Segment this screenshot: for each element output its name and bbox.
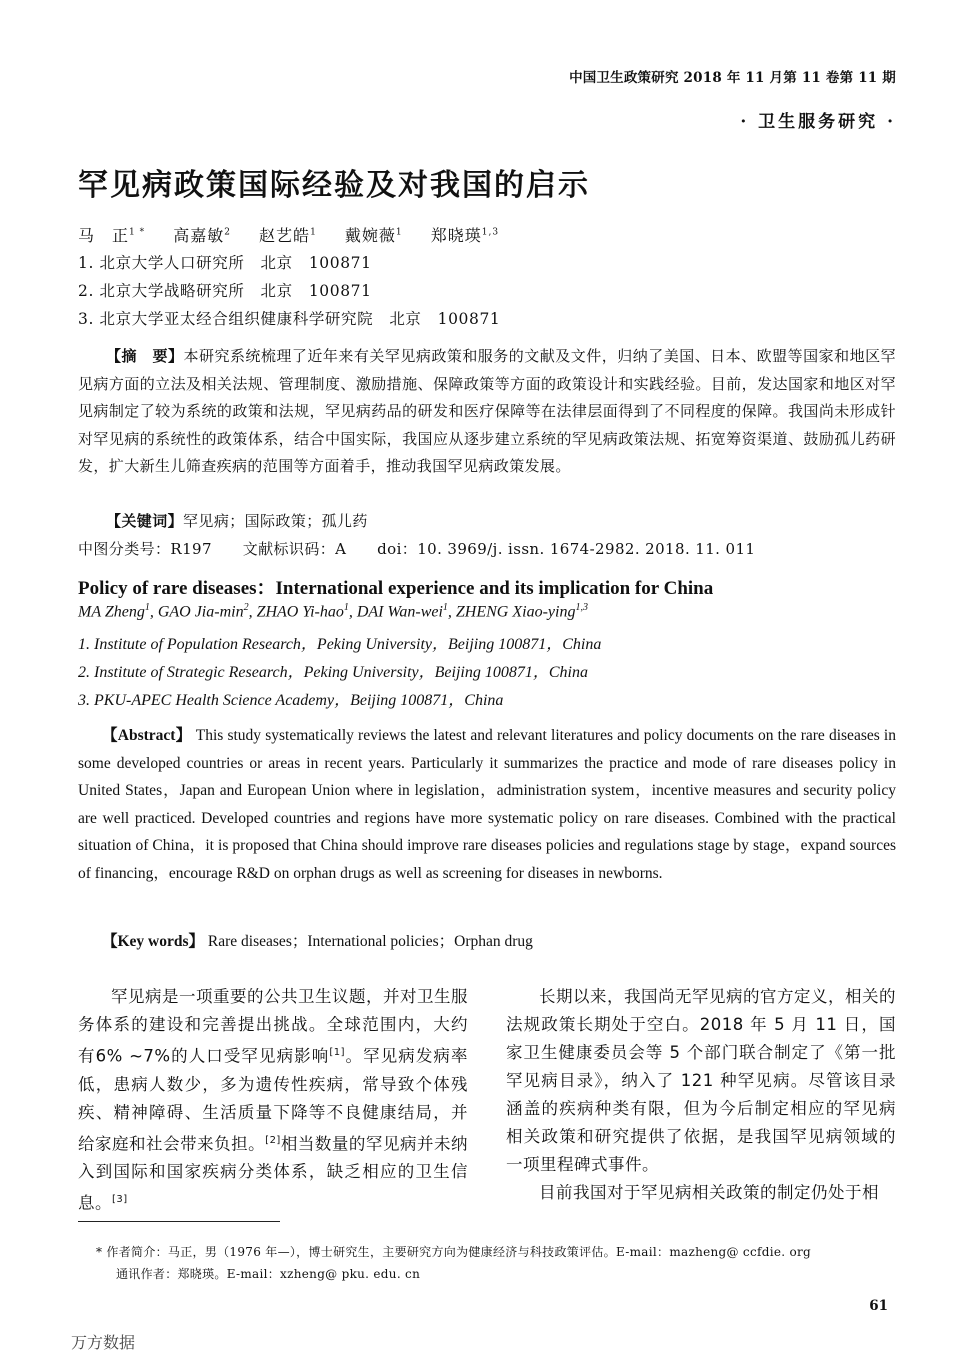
abstract-cn-text: 本研究系统梳理了近年来有关罕见病政策和服务的文献及文件，归纳了美国、日本、欧盟等国家和地区罕见病方面的立法及相关法规、管理制度、激励措施、保障政策等方面的政策设计和实践经验。目前，发达国家和地区对罕见病制定了较为系统的政策和法规，罕见病药品的研发和医疗保障等在法律层面得到了不同程度的保障。我国尚未形成针对罕见病的系统性的政策体系，结合中国实际，我国应从逐步建立系统的罕见病政策法规、拓宽筹资渠道、鼓励孤儿药研发，扩大新生儿筛查疾病的范围等方面着手，推动我国罕见病政策发展。 <box>78 347 896 475</box>
classification-line: 中图分类号：R197 文献标识码：A doi：10. 3969/j. issn. 1674-2982. 2018. 11. 011 <box>78 540 756 558</box>
footnote-author: * 作者简介：马正，男（1976 年—），博士研究生，主要研究方向为健康经济与科技政策评估。E-mail：mazheng@ ccfdie. org <box>96 1245 812 1259</box>
affiliation-en-1: 1. Institute of Population Research，Peking University，Beijing 100871，China <box>78 636 602 653</box>
journal-header: 中国卫生政策研究 2018 年 11 月第 11 卷第 11 期 <box>569 70 896 86</box>
keywords-en-text: Rare diseases；International policies；Orphan drug <box>204 933 533 950</box>
keywords-en <box>78 928 896 956</box>
keywords-en-label: 【Key words】 <box>102 933 205 950</box>
footnote-correspondence: 通讯作者：郑晓瑛。E-mail：xzheng@ pku. edu. cn <box>116 1267 421 1281</box>
keywords-cn <box>106 510 368 531</box>
affiliation-cn-1: 1. 北京大学人口研究所 北京 100871 <box>78 254 372 272</box>
author-cn: 高嘉敏$^2$ <box>173 226 231 245</box>
abstract-en <box>78 722 896 887</box>
abstract-cn-label: 【摘 要】 <box>106 347 184 365</box>
author-cn: 郑晓瑛$^{1,3}$ <box>430 226 500 245</box>
article-title-en: Policy of rare diseases：International experience and its implication for China <box>78 578 714 599</box>
citation-ref: [3] <box>112 1194 128 1205</box>
body-paragraph: 长期以来，我国尚无罕见病的官方定义，相关的法规政策长期处于空白。2018 年 5 月 11 日，国家卫生健康委员会等 5 个部门联合制定了《第一批罕见病目录》，纳入了 121 种罕见病。尽管该目录涵盖的疾病种类有限，但为今后制定相应的罕见病相关政策和研究提供了依据，是我国罕见病领域的一项里程碑式事件。 <box>506 987 896 1174</box>
keywords-cn-label: 【关键词】 <box>106 512 184 530</box>
keywords-cn-text: 罕见病；国际政策；孤儿药 <box>183 512 368 530</box>
body-right-column <box>506 983 896 1207</box>
body-paragraph: 目前我国对于罕见病相关政策的制定仍处于相 <box>539 1183 879 1202</box>
citation-ref: [1] <box>329 1047 345 1058</box>
author-cn: 马 正$^{1 *}$ <box>78 226 146 245</box>
affiliation-en-3: 3. PKU-APEC Health Science Academy，Beijing 100871，China <box>78 692 504 709</box>
abstract-cn <box>78 343 896 481</box>
affiliation-en-2: 2. Institute of Strategic Research，Peking University，Beijing 100871，China <box>78 664 588 681</box>
citation-ref: [2] <box>265 1134 281 1146</box>
authors-cn <box>78 223 521 246</box>
page-number: 61 <box>869 1298 888 1314</box>
body-left-column: 罕见病是一项重要的公共卫生议题，并对卫生服务体系的建设和完善提出挑战。全球范围内，大约有6% ~7%的人口受罕见病影响[1]。罕见病发病率低，患病人数少，多为遗传性疾病，常导致个体残疾、精神障碍、生活质量下降等不良健康结局，并给家庭和社会带来负担。[2]相当数量的罕见病并未纳入到国际和国家疾病分类体系，缺乏相应的卫生信息。[3] <box>78 987 469 1213</box>
watermark-text: 万方数据 <box>71 1333 136 1352</box>
footnote-divider <box>78 1221 280 1222</box>
abstract-en-text: This study systematically reviews the latest and relevant literatures and policy documents on the rare diseases in some developed countries or areas in recent years. Particularly it summarizes the practice and mode of rare diseases policy in United States，Japan and European Union where in legislation，administration system，incentive measures and security policy are well practiced. Developed countries and regions have more systematic policy on rare diseases. Combined with the practical situation of China，it is proposed that China should improve rare diseases policies and regulations stage by stage，expand sources of financing，encourage R&D on orphan drugs as well as screening for diseases in newborns. <box>78 727 896 882</box>
author-cn: 戴婉薇$^1$ <box>344 226 403 245</box>
affiliation-cn-3: 3. 北京大学亚太经合组织健康科学研究院 北京 100871 <box>78 310 501 328</box>
affiliation-cn-2: 2. 北京大学战略研究所 北京 100871 <box>78 282 372 300</box>
authors-en: MA Zheng$^1$, GAO Jia-$\min^2$, ZHAO Yi-hao$^1$, DAI Wan-wei$^1$, ZHENG Xiao-ying$^{1,3}$ <box>78 602 588 621</box>
abstract-en-label: 【Abstract】 <box>102 727 192 744</box>
section-label: · 卫生服务研究 · <box>740 112 896 132</box>
author-cn: 赵艺皓$^1$ <box>259 226 317 245</box>
article-title-cn: 罕见病政策国际经验及对我国的启示 <box>78 168 590 203</box>
